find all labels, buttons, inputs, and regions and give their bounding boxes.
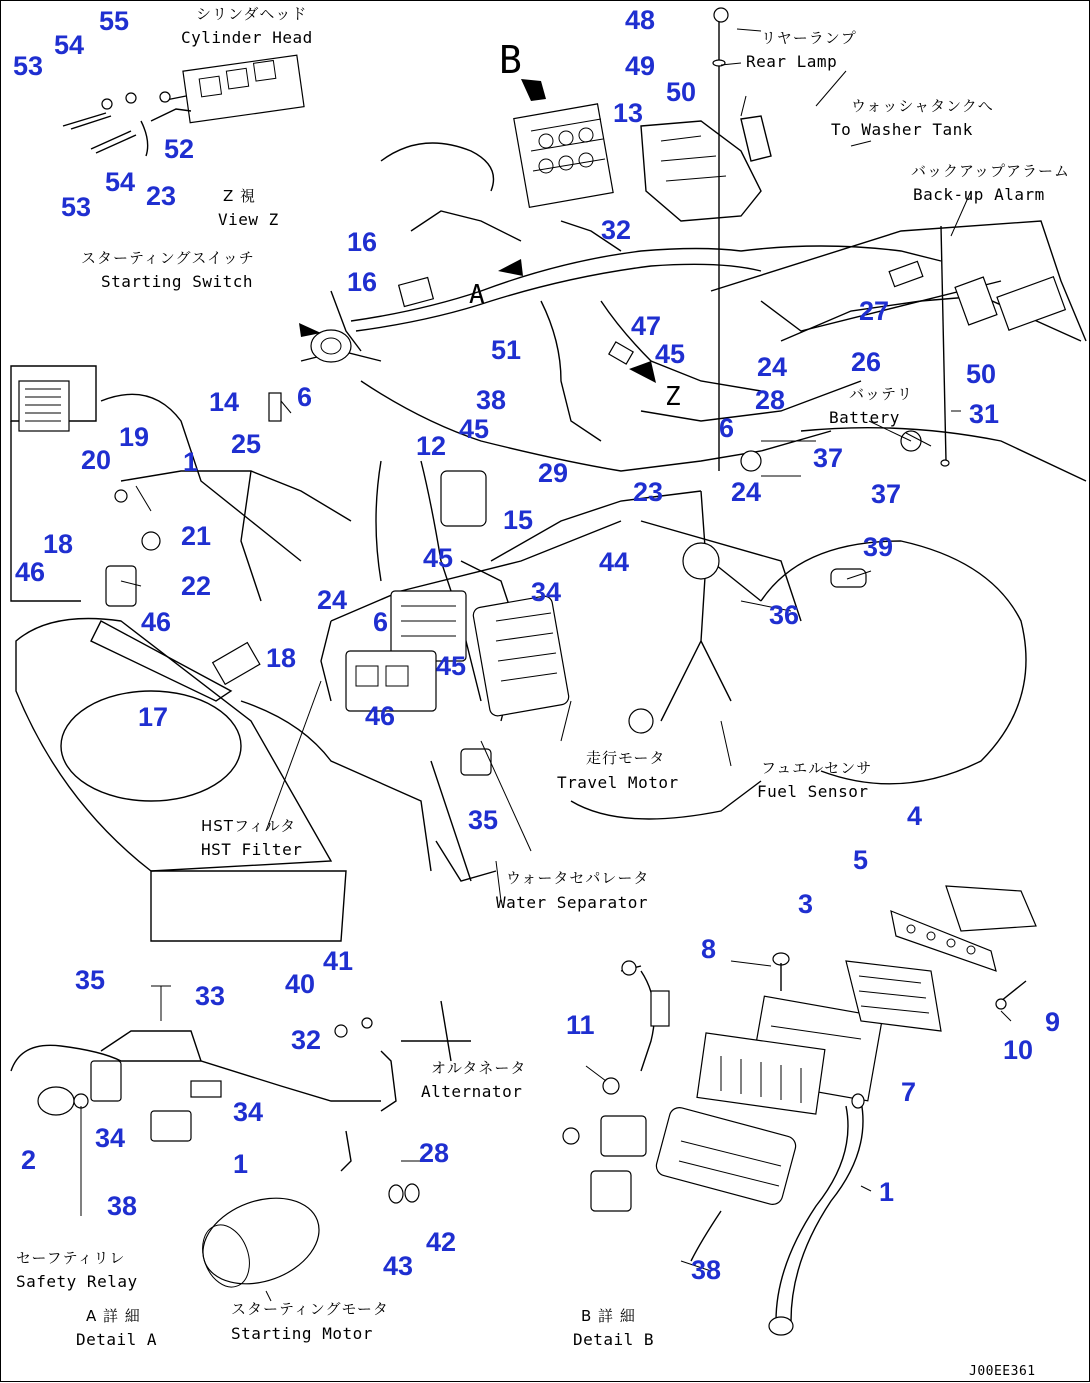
callout-38: 38 [107,1191,138,1221]
label-travel-motor-en: Travel Motor [557,773,679,792]
label-rear-lamp-en: Rear Lamp [746,52,838,71]
callout-45: 45 [423,543,454,573]
callout-1: 1 [879,1177,895,1207]
callout-6: 6 [373,607,389,637]
callout-22: 22 [181,571,212,601]
callout-10: 10 [1003,1035,1034,1065]
callout-34: 34 [233,1097,264,1127]
label-alternator-jp: オルタネータ [431,1059,527,1077]
callout-39: 39 [863,532,894,562]
detail-b-drawing [563,886,1036,1335]
callout-2: 2 [21,1145,37,1175]
label-battery-jp: バッテリ [849,385,914,403]
callout-41: 41 [323,946,354,976]
drawing-code: J00EE361 [969,1364,1036,1379]
callout-37: 37 [871,479,902,509]
callout-35: 35 [75,965,106,995]
callout-54: 54 [105,167,136,197]
callout-33: 33 [195,981,226,1011]
label-detail-a-en: Detail A [76,1330,158,1349]
callout-45: 45 [459,414,490,444]
callout-9: 9 [1045,1007,1061,1037]
callout-53: 53 [13,51,44,81]
callout-55: 55 [99,6,130,36]
callout-7: 7 [901,1077,917,1107]
label-water-separator-en: Water Separator [496,893,648,912]
label-fuel-sensor-jp: フュエルセンサ [761,759,873,777]
label-view-z-jp: Z 視 [223,187,257,205]
label-washer-tank-en: To Washer Tank [831,120,973,139]
callout-18: 18 [43,529,74,559]
callout-14: 14 [209,387,240,417]
callout-17: 17 [138,702,169,732]
callout-32: 32 [601,215,632,245]
callout-25: 25 [231,429,262,459]
label-starting-switch-jp: スターティングスイッチ [81,249,255,267]
callout-16: 16 [347,227,378,257]
callout-31: 31 [969,399,1000,429]
callout-26: 26 [851,347,882,377]
callout-54: 54 [54,30,85,60]
callout-24: 24 [757,352,788,382]
label-safety-relay-jp: セーフティリレ [16,1249,126,1267]
label-cylinder-head-jp: シリンダヘッド [196,5,308,23]
label-rear-lamp-jp: リヤーランプ [761,29,857,47]
callout-27: 27 [859,296,890,326]
label-hst-filter-jp: HSTフィルタ [201,817,297,835]
callout-48: 48 [625,5,656,35]
label-starting-motor-en: Starting Motor [231,1324,373,1343]
label-safety-relay-en: Safety Relay [16,1272,138,1291]
label-view-z-en: View Z [218,210,279,229]
callout-23: 23 [633,477,664,507]
callout-6: 6 [719,413,735,443]
callout-1: 1 [233,1149,249,1179]
label-starting-motor-jp: スターティングモータ [231,1300,389,1318]
callout-23: 23 [146,181,177,211]
callout-46: 46 [141,607,172,637]
callout-51: 51 [491,335,522,365]
callout-53: 53 [61,192,92,222]
callout-18: 18 [266,643,297,673]
callout-21: 21 [181,521,212,551]
label-detail-b-en: Detail B [573,1330,655,1349]
label-travel-motor-jp: 走行モータ [586,749,666,767]
callout-38: 38 [476,385,507,415]
callout-24: 24 [317,585,348,615]
callout-37: 37 [813,443,844,473]
callout-50: 50 [966,359,997,389]
harness-components [106,261,1065,775]
callout-40: 40 [285,969,316,999]
callout-24: 24 [731,477,762,507]
callout-8: 8 [701,934,717,964]
callout-46: 46 [365,701,396,731]
callout-4: 4 [907,801,923,831]
callout-36: 36 [769,600,800,630]
callout-43: 43 [383,1251,414,1281]
callout-29: 29 [538,458,569,488]
view-b-marker: B [499,38,523,82]
callout-20: 20 [81,445,112,475]
view-a-marker: A [469,280,486,310]
callout-46: 46 [15,557,46,587]
callout-15: 15 [503,505,534,535]
callout-45: 45 [436,651,467,681]
callout-19: 19 [119,422,150,452]
label-cylinder-head-en: Cylinder Head [181,28,313,47]
callout-42: 42 [426,1227,457,1257]
callout-34: 34 [531,577,562,607]
callout-6: 6 [297,382,313,412]
callout-52: 52 [164,134,195,164]
label-backup-alarm-jp: バックアップアラーム [911,162,1070,180]
callout-44: 44 [599,547,630,577]
label-starting-switch-en: Starting Switch [101,272,253,291]
main-wiring-harness [121,211,1081,721]
callout-47: 47 [631,311,662,341]
label-backup-alarm-en: Back-up Alarm [913,185,1045,204]
callout-13: 13 [613,98,644,128]
label-water-separator-jp: ウォータセパレータ [506,869,650,887]
callout-12: 12 [416,431,447,461]
callout-1: 1 [183,447,199,477]
view-z-marker: Z [665,382,682,412]
callout-3: 3 [798,889,814,919]
callout-34: 34 [95,1123,126,1153]
callout-49: 49 [625,51,656,81]
callout-5: 5 [853,845,869,875]
callout-35: 35 [468,805,499,835]
callout-28: 28 [419,1138,450,1168]
callout-28: 28 [755,385,786,415]
callout-16: 16 [347,267,378,297]
label-alternator-en: Alternator [421,1082,523,1101]
label-fuel-sensor-en: Fuel Sensor [757,782,869,801]
callout-32: 32 [291,1025,322,1055]
label-hst-filter-en: HST Filter [201,840,303,859]
label-washer-tank-jp: ウォッシャタンクへ [851,97,994,115]
callout-11: 11 [566,1010,595,1040]
label-detail-b-jp: B 詳 細 [581,1307,636,1325]
label-detail-a-jp: A 詳 細 [86,1307,141,1325]
callout-45: 45 [655,339,686,369]
callout-38: 38 [691,1255,722,1285]
label-battery-en: Battery [829,408,900,427]
wiring-harness-illustration [1,1,1090,1383]
callout-50: 50 [666,77,697,107]
